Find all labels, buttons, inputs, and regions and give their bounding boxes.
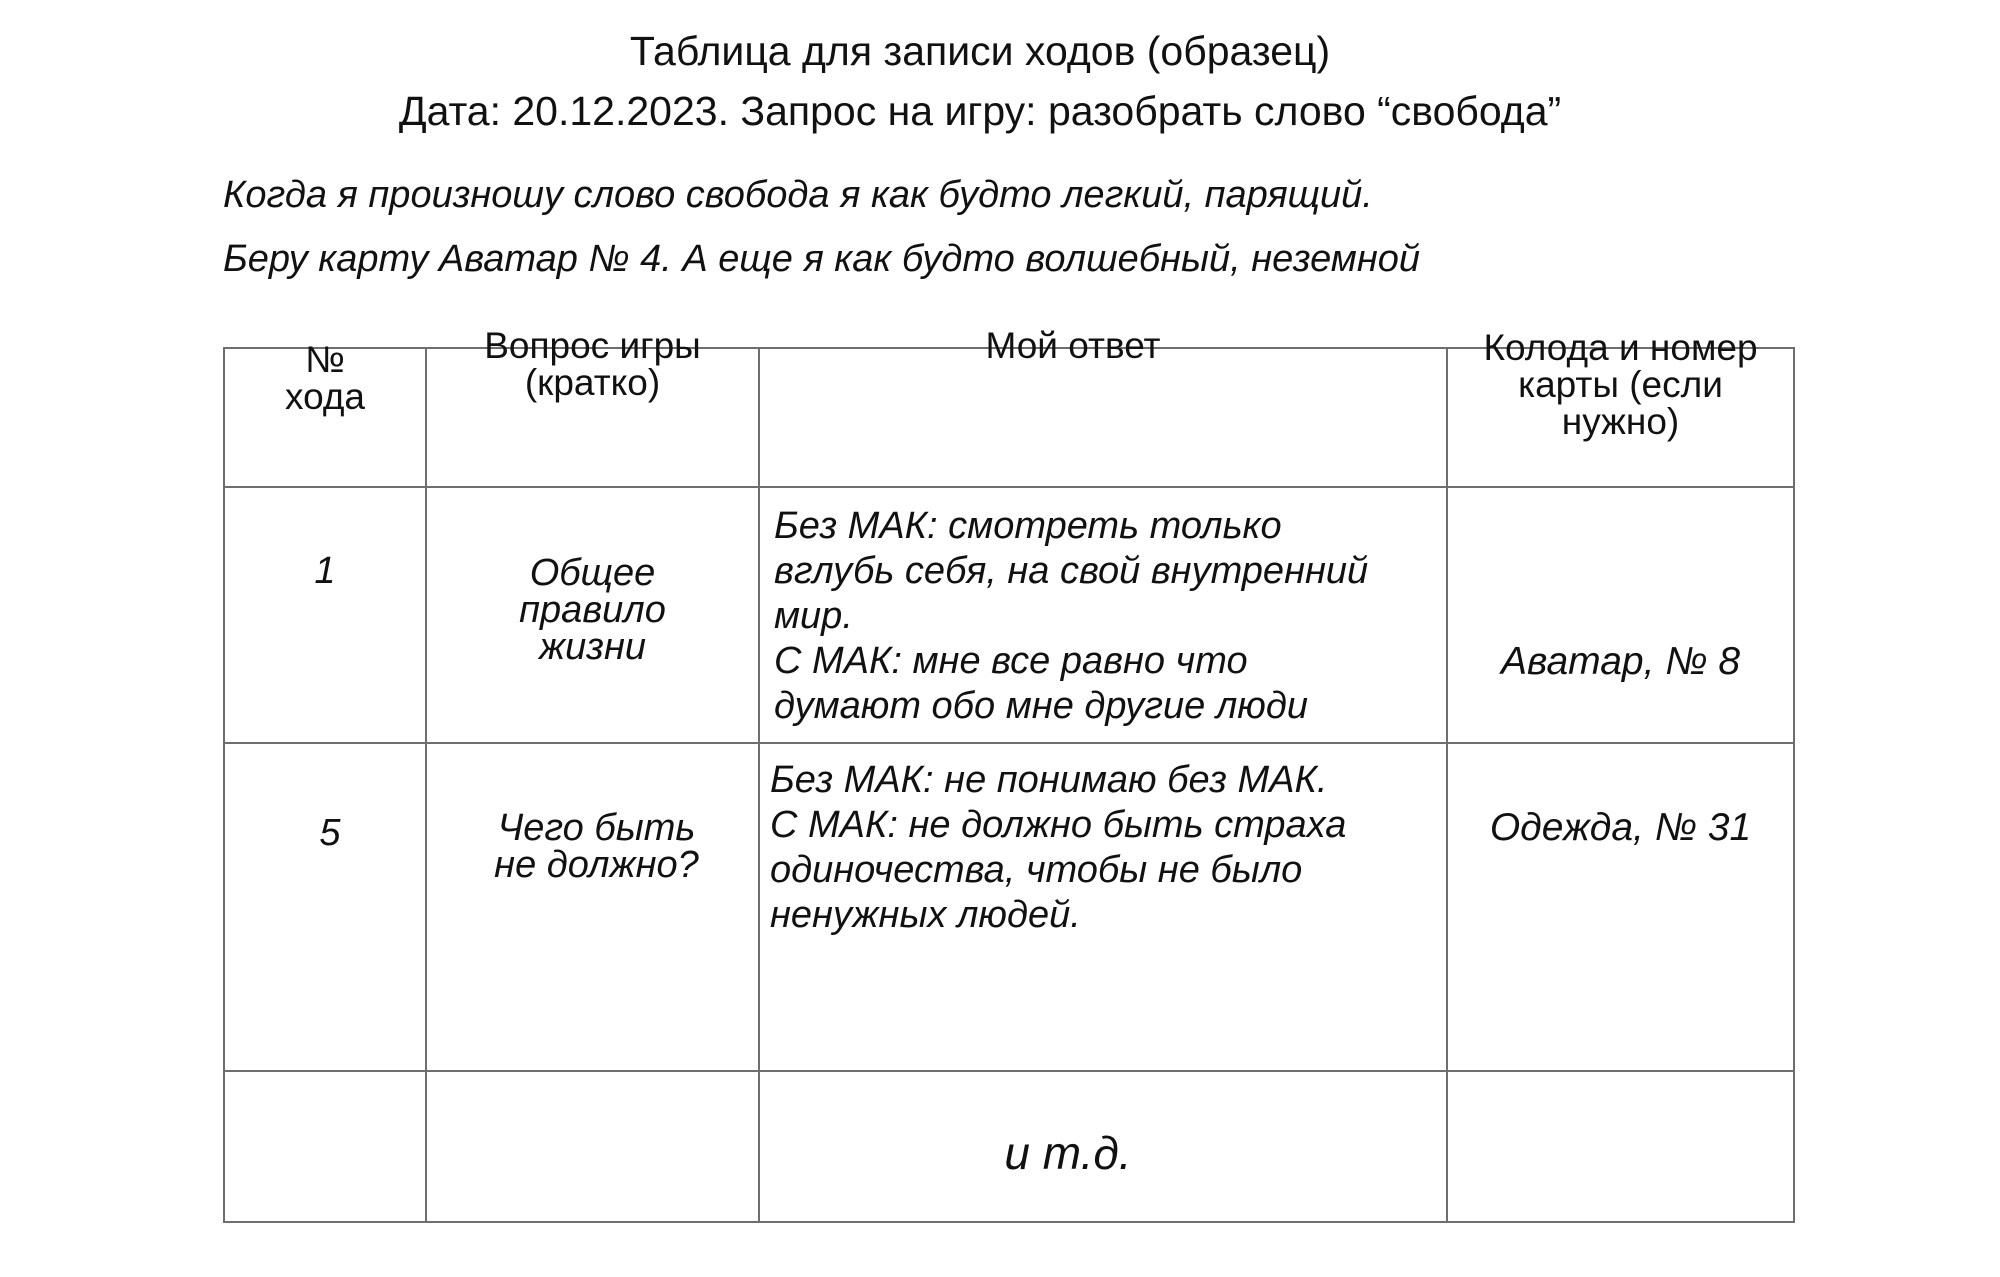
table-row [224,743,1794,1071]
header-move-no-line: № [305,339,345,380]
etc-text: и т.д. [1004,1127,1132,1179]
empty-cell [1447,1071,1794,1222]
answer-line: мир. [774,595,853,637]
intro-line-1: Когда я произношу слово свобода я как будто легкий, парящий. [223,174,1373,216]
question-line: Чего быть [497,807,696,849]
table-header-row [224,348,1794,487]
answer-line: Без МАК: смотреть только [774,505,1282,547]
question-cell [426,487,759,743]
header-question-line: Вопрос игры [484,325,701,366]
deck-cell [1447,487,1794,743]
question-cell [426,743,759,1071]
answer-line: Без МАК: не понимаю без МАК. [770,759,1328,801]
etc-cell [759,1071,1447,1222]
header-deck-line: карты (если [1518,364,1723,405]
header-move-no-line: хода [284,376,366,417]
answer-line: думают обо мне другие люди [774,685,1308,727]
answer-line: С МАК: не должно быть страха [770,804,1347,846]
question-line: правило [519,589,666,631]
move-number: 5 [319,812,341,854]
answer-line: вглубь себя, на свой внутренний [774,550,1369,592]
answer-line: С МАК: мне все равно что [774,640,1248,682]
answer-cell [759,743,1447,1071]
header-question [426,325,759,487]
table-row [224,1071,1794,1222]
page-title: Таблица для записи ходов (образец) [629,28,1331,74]
question-line: не должно? [494,844,699,886]
answer-cell [759,487,1447,743]
answer-line: ненужных людей. [770,894,1081,936]
deck-card: Одежда, № 31 [1489,806,1752,849]
deck-card: Аватар, № 8 [1500,640,1741,683]
move-number-cell [224,743,426,1071]
question-line: жизни [539,626,646,668]
moves-table [223,325,1795,1223]
move-number-cell [224,487,426,743]
deck-cell [1447,743,1794,1071]
header-deck [1447,327,1794,487]
question-line: Общее [529,552,656,594]
empty-cell [426,1071,759,1222]
intro-line-2: Беру карту Аватар № 4. А еще я как будто волшебный, неземной [223,238,1421,280]
header-answer [759,325,1447,487]
header-move-no [224,339,426,487]
header-deck-line: нужно) [1561,401,1680,442]
answer-line: одиночества, чтобы не было [770,849,1303,891]
header-answer-line: Мой ответ [985,325,1161,366]
page-subtitle: Дата: 20.12.2023. Запрос на игру: разобрать слово “свобода” [398,88,1562,134]
empty-cell [224,1071,426,1222]
header-question-line: (кратко) [524,362,661,403]
header-deck-line: Колода и номер [1483,327,1758,368]
table-row [224,487,1794,743]
move-number: 1 [314,550,336,592]
